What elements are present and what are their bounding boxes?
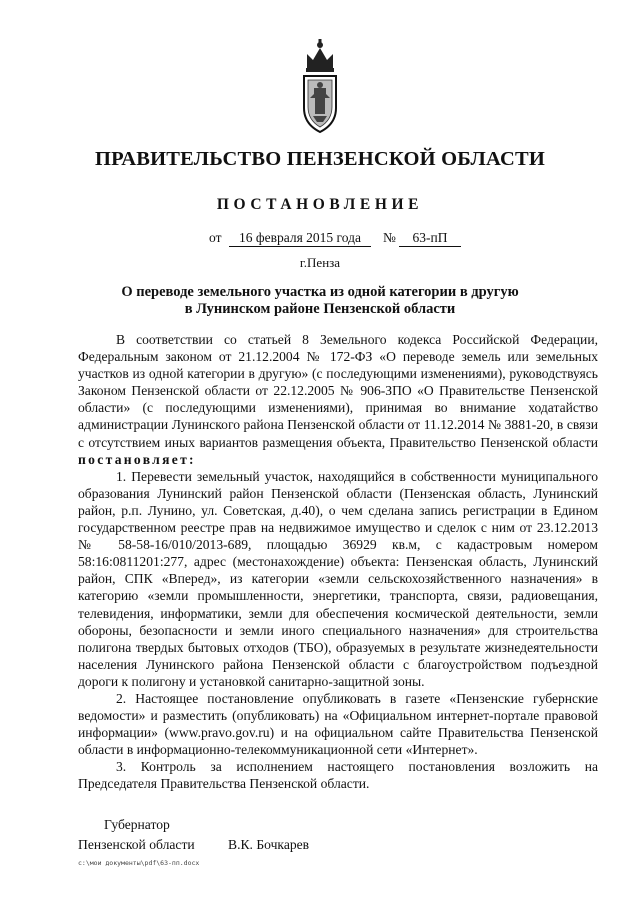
preamble-paragraph — [78, 331, 598, 468]
document-date: 16 февраля 2015 года — [229, 230, 371, 247]
signatory-title: Губернатор — [104, 817, 170, 832]
subject-line-1: О переводе земельного участка из одной категории в другую — [121, 284, 519, 300]
item-2-paragraph: 2. Настоящее постановление опубликовать в газете «Пензенские губернские ведомости» и разместить (опубликовать) на «Официальном интернет-портале правовой информации» (www.pravo.gov.ru) и на официальном сайте Правительства Пензенской области в информационно-телекоммуникационной сети «Интернет». — [78, 690, 598, 758]
document-number: 63-пП — [399, 230, 461, 247]
date-prefix: от — [209, 230, 222, 245]
signatory-name: В.К. Бочкарев — [228, 837, 310, 852]
number-prefix: № — [383, 230, 396, 245]
document-city: г.Пенза — [299, 255, 341, 270]
subject-line-2: в Лунинском районе Пензенской области — [184, 301, 456, 317]
date-number-line — [209, 230, 469, 250]
signatory-region: Пензенской области — [78, 837, 195, 852]
org-title: ПРАВИТЕЛЬСТВО ПЕНЗЕНСКОЙ ОБЛАСТИ — [95, 148, 545, 170]
resolves-word: постановляет: — [78, 451, 196, 467]
coat-of-arms-emblem — [299, 38, 341, 136]
preamble-text: В соответствии со статьей 8 Земельного кодекса Российской Федерации, Федеральным законом от 21.12.2004 № 172-ФЗ «О переводе земель или земельных участков из одной категории в другую» (с последующими изменениями), руководствуясь Законом Пензенской области от 22.12.2005 № 906-ЗПО «О Правительстве Пензенской области» (с последующими изменениями), принимая во внимание ходатайство администрации Лунинского района Пензенской области от 11.12.2014 № 3881-20, в связи с отсутствием иных вариантов размещения объекта, Правительство Пензенской области — [78, 332, 598, 450]
document-subject — [80, 284, 560, 318]
item-3-paragraph: 3. Контроль за исполнением настоящего постановления возложить на Председателя Правительства Пензенской области. — [78, 759, 598, 792]
document-type: ПОСТАНОВЛЕНИЕ — [216, 196, 424, 213]
file-path-footer: с:\мои документы\pdf\63-пп.docx — [78, 859, 200, 867]
item-1-paragraph: 1. Перевести земельный участок, находящийся в собственности муниципального образования Лунинский район Пензенской области (Пензенская область, Лунинский район, р.п. Лунино, ул. Советская, д.40), о чем сделана запись регистрации в Едином государственном реестре прав на недвижимое имущество и сделок с ним от 23.12.2013 № 58-58-16/010/2013-689, площадью 36929 кв.м, с кадастровым номером 58:16:0811201:277, адрес (местонахождение) объекта: Пензенская область, Лунинский район, СПК «Вперед», из категории «земли сельскохозяйственного назначения» в категорию «земли промышленности, энергетики, транспорта, связи, радиовещания, телевидения, информатики, земли для обеспечения космической деятельности, земли обороны, безопасности и земли иного специального назначения» для строительства полигона твердых бытовых отходов (ТБО), образуемых в результате жизнедеятельности населения Лунинского района Пензенской области с благоустройством подъездной дороги к полигону и установкой санитарно-защитной зоны. — [78, 468, 598, 689]
document-body — [78, 331, 598, 793]
